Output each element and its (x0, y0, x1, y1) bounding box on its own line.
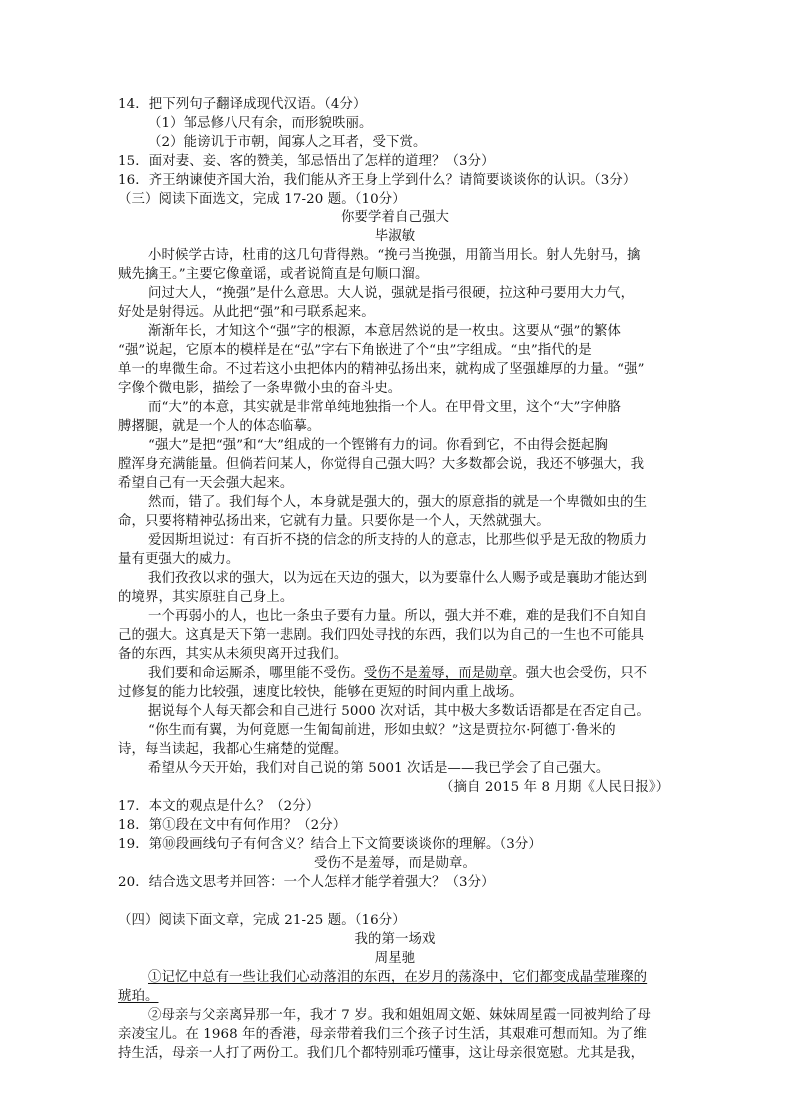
article-2-line-underlined: 琥珀。 (118, 989, 159, 1004)
article-line: 的境界，其实原驻自己身上。 (118, 590, 294, 605)
article-line: 字像个微电影，描绘了一条卑微小虫的奋斗史。 (118, 381, 402, 396)
article-line: 据说每个人每天都会和自己进行 5000 次对话，其中极大多数话语都是在否定自己。 (148, 704, 650, 719)
article-line: 我们孜孜以求的强大，以为远在天边的强大，以为要靠什么人赐予或是襄助才能达到 (148, 571, 648, 586)
article-line: 小时候学古诗，杜甫的这几句背得熟。“挽弓当挽强，用箭当用长。射人先射马，擒 (148, 248, 641, 263)
section-4-heading: （四）阅读下面文章，完成 21-25 题。（16分） (118, 913, 406, 928)
article-author: 毕淑敏 (374, 229, 416, 244)
article-2-line: 持生活，母亲一人打了两份工。我们几个都特别乖巧懂事，这让母亲很宽慰。尤其是我， (118, 1046, 645, 1061)
question-14: 14．把下列句子翻译成现代汉语。（4分） (118, 97, 367, 112)
article-line: 希望从今天开始，我们对自己说的第 5001 次话是——我已学会了自己强大。 (148, 761, 610, 776)
article-2-line-underlined: ①记忆中总有一些让我们心动落泪的东西，在岁月的荡涤中，它们都变成晶莹璀璨的 (148, 970, 648, 985)
article-line: 命，只要将精神弘扬出来，它就有力量。只要你是一个人，天然就强大。 (118, 514, 550, 529)
article-2-author: 周星驰 (374, 951, 416, 966)
article-line: 而“大”的本意，其实就是非常单纯地独指一个人。在甲骨文里，这个“大”字伸胳 (148, 400, 621, 415)
article-line: 希望自己有一天会强大起来。 (118, 476, 294, 491)
question-18: 18．第①段在文中有何作用？（2分） (118, 818, 347, 833)
article-line: 膊撂腿，就是一个人的体态临摹。 (118, 419, 321, 434)
article-line: 诗，每当读起，我都心生痛楚的觉醒。 (118, 742, 348, 757)
question-17: 17．本文的观点是什么？（2分） (118, 799, 320, 814)
article-line: 贼先擒王。”主要它像童谣，或者说简直是句顺口溜。 (118, 267, 429, 282)
article-title: 你要学着自己强大 (341, 210, 449, 225)
question-15: 15．面对妻、妾、客的赞美，邹忌悟出了怎样的道理？（3分） (118, 154, 495, 169)
question-14-item-1: （1）邹忌修八尺有余，而形貌昳丽。 (148, 116, 373, 131)
article-line: “你生而有翼，为何竟愿一生匍匐前进，形如虫蚁？”这是贾拉尔·阿德丁·鲁米的 (148, 723, 616, 738)
article-line: 一个再弱小的人，也比一条虫子要有力量。所以，强大并不难，难的是我们不自知自 (148, 609, 648, 624)
article-line: 问过大人，“挽强”是什么意思。大人说，强就是指弓很硬，拉这种弓要用大力气， (148, 286, 635, 301)
question-20: 20．结合选文思考并回答：一个人怎样才能学着强大？（3分） (118, 875, 495, 890)
article-line: “强”说起，它原本的模样是在“弘”字右下角嵌进了个“虫”字组成。“虫”指代的是 (118, 343, 592, 358)
article-line: 备的东西，其实从未须臾离开过我们。 (118, 647, 348, 662)
article-line: 然而，错了。我们每个人，本身就是强大的，强大的原意指的就是一个卑微如虫的生 (148, 495, 648, 510)
article-line: 膛浑身充满能量。但倘若问某人，你觉得自己强大吗？大多数都会说，我还不够强大，我 (118, 457, 645, 472)
article-2-line: 亲凌宝儿。在 1968 年的香港，母亲带着我们三个孩子讨生活，其艰难可想而知。为了维 (118, 1027, 647, 1042)
article-source: （摘自 2015 年 8 月期《人民日报》） (440, 780, 670, 795)
article-line: 过修复的能力比较强，速度比较快，能够在更短的时间内重上战场。 (118, 685, 523, 700)
article-line: 己的强大。这真是天下第一悲剧。我们四处寻找的东西，我们以为自己的一生也不可能具 (118, 628, 645, 643)
question-19-quote: 受伤不是羞辱，而是勋章。 (314, 856, 476, 871)
p10-start: 我们要和命运厮杀，哪里能不受伤。 (148, 666, 364, 681)
question-16: 16．齐王纳谏使齐国大治，我们能从齐王身上学到什么？请简要谈谈你的认识。（3分） (118, 173, 637, 188)
article-line: 渐渐年长，才知这个“强”字的根源，本意居然说的是一枚虫。这要从“强”的繁体 (148, 324, 621, 339)
article-2-line: ②母亲与父亲离异那一年，我才 7 岁。我和姐姐周文姬、妹妹周星霞一同被判给了母 (148, 1008, 651, 1023)
article-line: 爱因斯坦说过：有百折不挠的信念的所支持的人的意志，比那些似乎是无敌的物质力 (148, 533, 648, 548)
article-line: 单一的卑微生命。不过若这小虫把体内的精神弘扬出来，就构成了坚强雄厚的力量。“强” (118, 362, 645, 377)
article-line: 好处是射得远。从此把“强”和弓联系起来。 (118, 305, 375, 320)
underlined-sentence: 受伤不是羞辱，而是勋章 (363, 666, 513, 681)
section-3-heading: （三）阅读下面选文，完成 17-20 题。（10分） (118, 192, 406, 207)
article-line: 量有更强大的威力。 (118, 552, 240, 567)
article-2-title: 我的第一场戏 (354, 932, 436, 947)
question-19: 19．第⑩段画线句子有何含义？结合上下文简要谈谈你的理解。（3分） (118, 837, 542, 852)
article-line: “强大”是把“强”和“大”组成的一个铿锵有力的词。你看到它，不由得会挺起胸 (148, 438, 608, 453)
p10-end: 。强大也会受伤，只不 (512, 666, 648, 681)
article-paragraph-10 (148, 665, 647, 683)
question-14-item-2: （2）能谤讥于市朝，闻寡人之耳者，受下赏。 (148, 135, 427, 150)
